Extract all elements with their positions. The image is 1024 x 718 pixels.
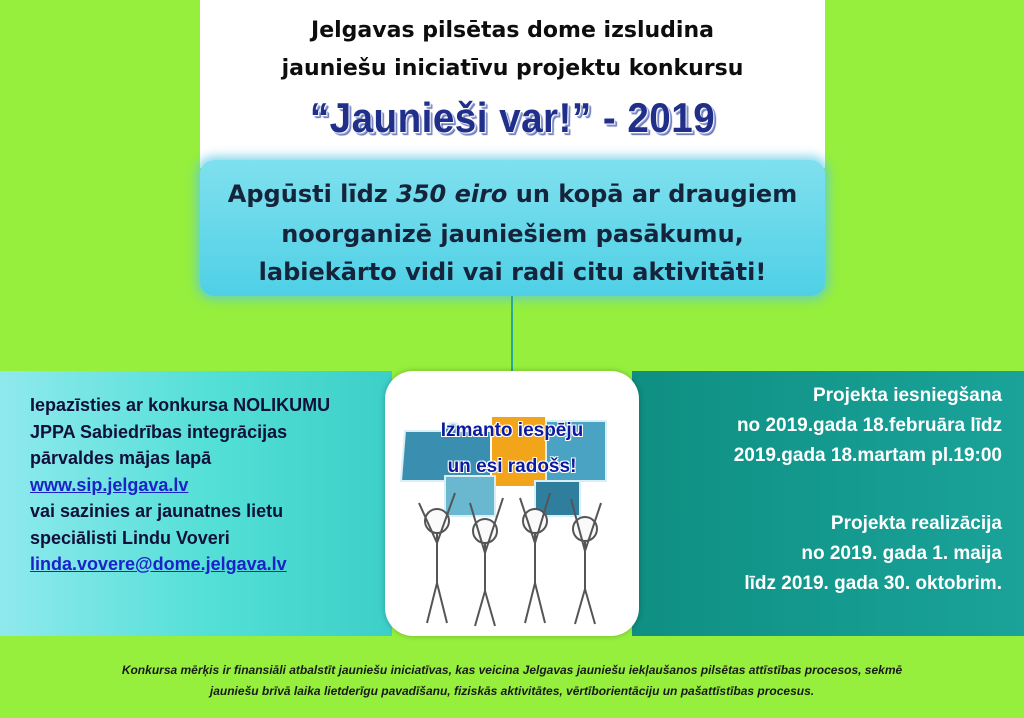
- offer-line-1-pre: Apgūsti līdz: [227, 180, 397, 208]
- email-link[interactable]: linda.vovere@dome.jelgava.lv: [30, 554, 287, 574]
- info-line-3: pārvaldes mājas lapā: [30, 448, 212, 468]
- info-line-4: vai sazinies ar jaunatnes lietu: [30, 501, 284, 521]
- contest-goal-footer: [40, 660, 984, 702]
- realization-dates: [632, 509, 1002, 599]
- submission-dates: [632, 381, 1002, 471]
- offer-line-1: [200, 180, 825, 208]
- footer-line-2: jauniešu brīvā laika lietderīgu pavadīšanu, fiziskās aktivitātes, vērtīborientāciju un pašattīstības procesus.: [209, 684, 815, 698]
- contest-title: “Jaunieši var!” - 2019: [309, 94, 716, 141]
- header-line-2: jauniešu iniciatīvu projektu konkursu: [281, 56, 744, 81]
- info-line-2: JPPA Sabiedrības integrācijas: [30, 421, 288, 442]
- connector-line: [511, 296, 513, 371]
- offer-line-3: labiekārto vidi vai radi citu aktivitāti!: [258, 258, 767, 286]
- realization-line-1: no 2019. gada 1. maija: [801, 543, 1002, 564]
- realization-line-2: līdz 2019. gada 30. oktobrim.: [744, 573, 1002, 594]
- offer-line-1-post: un kopā ar draugiem: [507, 180, 798, 208]
- slogan-line-1: Izmanto iespēju: [440, 420, 584, 441]
- header-line-1: Jelgavas pilsētas dome izsludina: [311, 18, 714, 43]
- offer-line-2: noorganizē jauniešiem pasākumu,: [281, 220, 744, 248]
- website-link[interactable]: www.sip.jelgava.lv: [30, 474, 189, 495]
- puzzle-illustration-icon: [385, 371, 639, 636]
- info-text: [30, 392, 390, 578]
- puzzle-people-illustration: [385, 371, 639, 636]
- info-line-1: Iepazīsties ar konkursa NOLIKUMU: [30, 395, 331, 415]
- slogan-line-2: un esi radošs!: [447, 456, 577, 477]
- submission-line-2: 2019.gada 18.martam pl.19:00: [733, 445, 1002, 466]
- info-line-5: speciālisti Lindu Voveri: [30, 527, 230, 548]
- submission-title: Projekta iesniegšana: [812, 385, 1002, 406]
- submission-line-1: no 2019.gada 18.februāra līdz: [736, 415, 1002, 436]
- footer-line-1: Konkursa mērķis ir finansiāli atbalstīt jauniešu iniciatīvas, kas veicina Jelgavas jauniešu iekļaušanos pilsētas attīstības procesos, sekmē: [121, 663, 903, 677]
- offer-amount: 350 eiro: [396, 180, 508, 208]
- realization-title: Projekta realizācija: [830, 513, 1002, 534]
